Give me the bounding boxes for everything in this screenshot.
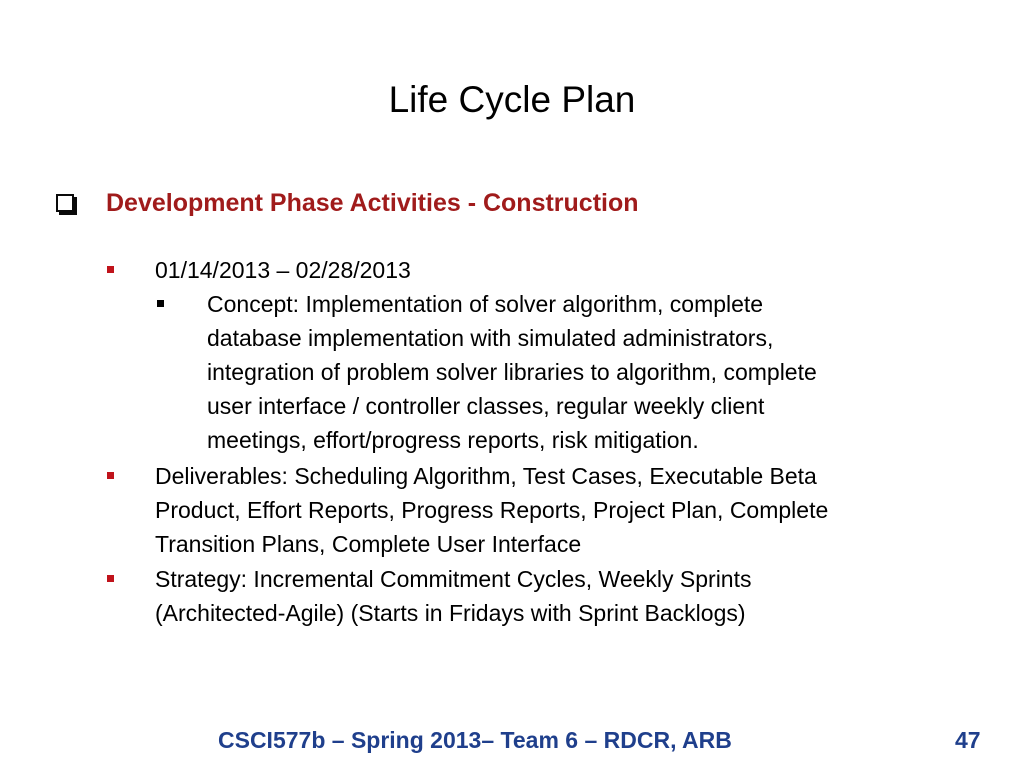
concept-line: Concept: Implementation of solver algorithm, complete: [207, 291, 764, 317]
footer-text: CSCI577b – Spring 2013– Team 6 – RDCR, ARB: [218, 727, 732, 753]
footer: [0, 722, 1024, 758]
square-bullet-icon: [107, 266, 114, 273]
date-range: 01/14/2013 – 02/28/2013: [155, 257, 411, 283]
strategy-line: Strategy: Incremental Commitment Cycles, Weekly Sprints: [155, 566, 752, 592]
checkbox-bullet-icon: [56, 194, 74, 212]
slide-title: Life Cycle Plan: [388, 79, 636, 120]
concept-line: database implementation with simulated administrators,: [207, 325, 774, 351]
concept-line: integration of problem solver libraries to algorithm, complete: [207, 359, 817, 385]
deliverables-line: Deliverables: Scheduling Algorithm, Test Cases, Executable Beta: [155, 463, 817, 489]
square-bullet-icon: [107, 472, 114, 479]
page-number: 47: [955, 727, 981, 753]
square-bullet-icon: [157, 300, 164, 307]
concept-line: meetings, effort/progress reports, risk mitigation.: [207, 427, 699, 453]
section-heading-text: Development Phase Activities - Construction: [106, 189, 639, 217]
section-heading: [50, 186, 1010, 220]
concept-line: user interface / controller classes, regular weekly client: [207, 393, 765, 419]
deliverables-line: Transition Plans, Complete User Interface: [155, 531, 582, 557]
strategy-line: (Architected-Agile) (Starts in Fridays with Sprint Backlogs): [155, 600, 746, 626]
deliverables-line: Product, Effort Reports, Progress Reports, Project Plan, Complete: [155, 497, 829, 523]
square-bullet-icon: [107, 575, 114, 582]
